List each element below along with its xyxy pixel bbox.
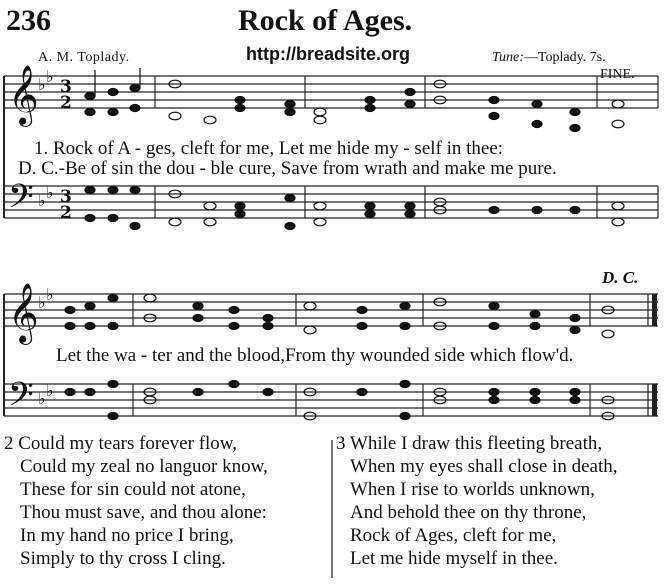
stanza-line: And behold thee on thy throne, — [350, 502, 587, 523]
staff-treble-2 — [4, 294, 658, 326]
stanza-line: These for sin could not atone, — [20, 479, 246, 500]
author-credit: A. M. Toplady. — [38, 50, 130, 65]
flat-icon: ♭ — [38, 293, 46, 312]
treble-clef-icon: 𝄞 — [8, 65, 39, 125]
flat-icon: ♭ — [46, 285, 54, 304]
fine-marking: FINE. — [600, 67, 635, 82]
stanza-line: Simply to thy cross I cling. — [20, 548, 226, 569]
bass-clef-icon: 𝄢 — [8, 178, 34, 224]
stanza-line: 2 Could my tears forever flow, — [4, 433, 238, 454]
tune-name: —Toplady. 7s. — [523, 50, 606, 65]
notes-bass-1 — [85, 187, 624, 230]
flat-icon: ♭ — [38, 75, 46, 94]
bass-clef-icon: 𝄢 — [8, 376, 34, 422]
stanza-3 — [336, 432, 618, 570]
flat-icon: ♭ — [46, 183, 54, 202]
treble-clef-icon: 𝄞 — [8, 283, 39, 343]
time-sig-bottom: 2 — [60, 203, 72, 223]
staff-bass-2 — [4, 384, 658, 416]
dc-marking: D. C. — [602, 268, 639, 287]
flat-icon: ♭ — [46, 67, 54, 86]
stanza-2 — [4, 432, 268, 570]
stanza-line: Let me hide myself in thee. — [350, 548, 558, 569]
stanza-line: 3 While I draw this fleeting breath, — [336, 433, 603, 454]
lyric-line-1: 1. Rock of A - ges, cleft for me, Let me hide my - self in thee: — [34, 138, 504, 159]
time-sig-top: 3 — [60, 77, 72, 97]
source-url: http://breadsite.org — [246, 44, 411, 64]
staff-treble-1 — [4, 76, 658, 108]
stanza-line: When I rise to worlds unknown, — [350, 479, 595, 500]
staff-bass-1 — [4, 186, 658, 218]
hymn-title: Rock of Ages. — [238, 4, 413, 37]
time-sig-top: 3 — [60, 187, 72, 207]
lyric-line-3: Let the wa - ter and the blood,From thy wounded side which flow'd. — [56, 345, 574, 366]
flat-icon: ♭ — [38, 191, 46, 210]
flat-icon: ♭ — [38, 389, 46, 408]
stanza-line: Thou must save, and thou alone: — [20, 502, 267, 523]
stanza-line: Could my zeal no languor know, — [20, 456, 268, 477]
stanza-line: Rock of Ages, cleft for me, — [350, 525, 557, 546]
time-sig-bottom: 2 — [60, 93, 72, 113]
notes-treble-2 — [65, 294, 614, 338]
stanza-line: In my hand no price I bring, — [20, 525, 234, 546]
lyric-line-2: D. C.-Be of sin the dou - ble cure, Save from wrath and make me pure. — [18, 158, 557, 179]
hymn-number: 236 — [6, 4, 51, 37]
flat-icon: ♭ — [46, 381, 54, 400]
stanza-line: When my eyes shall close in death, — [350, 456, 618, 477]
tune-prefix: Tune: — [492, 50, 524, 65]
